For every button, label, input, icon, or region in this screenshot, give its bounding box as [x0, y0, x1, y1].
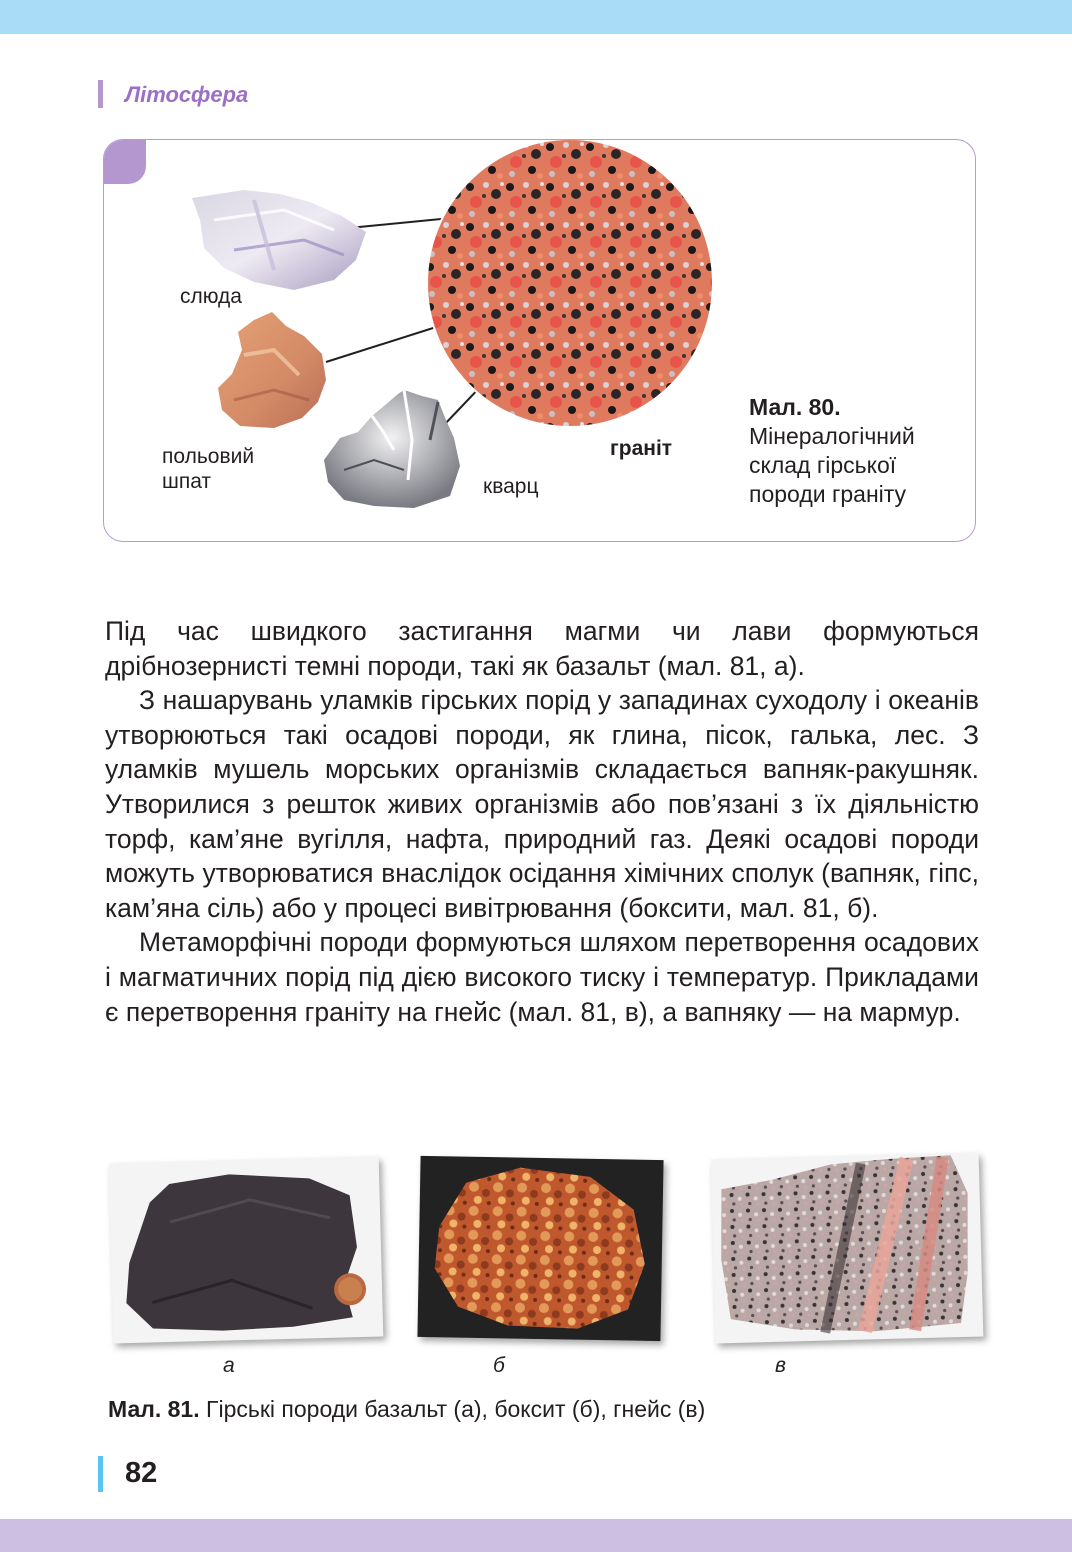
bauxite-image [417, 1156, 663, 1341]
page-number-marker [98, 1456, 103, 1492]
mica-sample [192, 190, 366, 290]
bauxite-photo [417, 1156, 663, 1341]
paragraph-magmatic: Під час швидкого застигання магми чи лави формуються дрібнозернисті темні породи, такі як базальт (мал. 81, а). [105, 616, 979, 681]
basalt-photo [109, 1156, 384, 1343]
mica-label: слюда [180, 285, 242, 308]
gneiss-image [711, 1153, 984, 1344]
granite-sample [427, 140, 713, 427]
figure-81-caption-text: Гірські породи базальт (а), боксит (б), гнейс (в) [199, 1396, 706, 1422]
page-number: 82 [125, 1457, 158, 1489]
photo-label-a: а [223, 1354, 235, 1377]
section-title: Літосфера [125, 82, 249, 107]
top-color-bar [0, 0, 1072, 34]
photo-label-b: б [493, 1354, 505, 1377]
feldspar-sample [218, 312, 326, 428]
figure-80-caption [749, 393, 915, 509]
quartz-label: кварц [483, 475, 539, 498]
quartz-sample [324, 390, 460, 508]
body-text [105, 614, 979, 1029]
basalt-image [109, 1156, 384, 1343]
feldspar-label-line2: шпат [162, 470, 212, 493]
gneiss-photo [711, 1153, 984, 1344]
figure-80-number: Мал. 80. [749, 394, 841, 420]
granite-label: граніт [610, 437, 673, 460]
figure-81-number: Мал. 81. [108, 1396, 200, 1422]
figure-80-caption-line3: породи граніту [749, 481, 907, 507]
feldspar-label-line1: польовий [162, 445, 255, 468]
paragraph-sedimentary: З нашарувань уламків гірських порід у западинах суходолу і океанів утворюються такі осадові породи, як глина, пісок, галька, лес. З уламків мушель морських організмів складається вапняк-ракушняк. Утворилися з решток живих організмів або пов’язані з їх діяльністю торф, кам’яне вугілля, нафта, природний газ. Деякі осадові породи можуть утворюватися внаслідок осідання хімічних сполук (вапняк, гіпс, кам’яна сіль) або у процесі вивітрювання (боксити, мал. 81, б). [105, 685, 979, 923]
figure-80-caption-line2: склад гірської [749, 452, 897, 478]
section-marker [98, 80, 103, 108]
figure-81-caption [108, 1396, 705, 1423]
photo-label-c: в [775, 1354, 786, 1377]
figure-80-caption-line1: Мінералогічний [749, 423, 915, 449]
bottom-color-bar [0, 1519, 1072, 1552]
paragraph-metamorphic: Метаморфічні породи формуються шляхом перетворення осадових і магматичних порід під дією високого тиску і температур. Прикладами є перетворення граніту на гнейс (мал. 81, в), а вапняку — на мармур. [105, 927, 979, 1027]
